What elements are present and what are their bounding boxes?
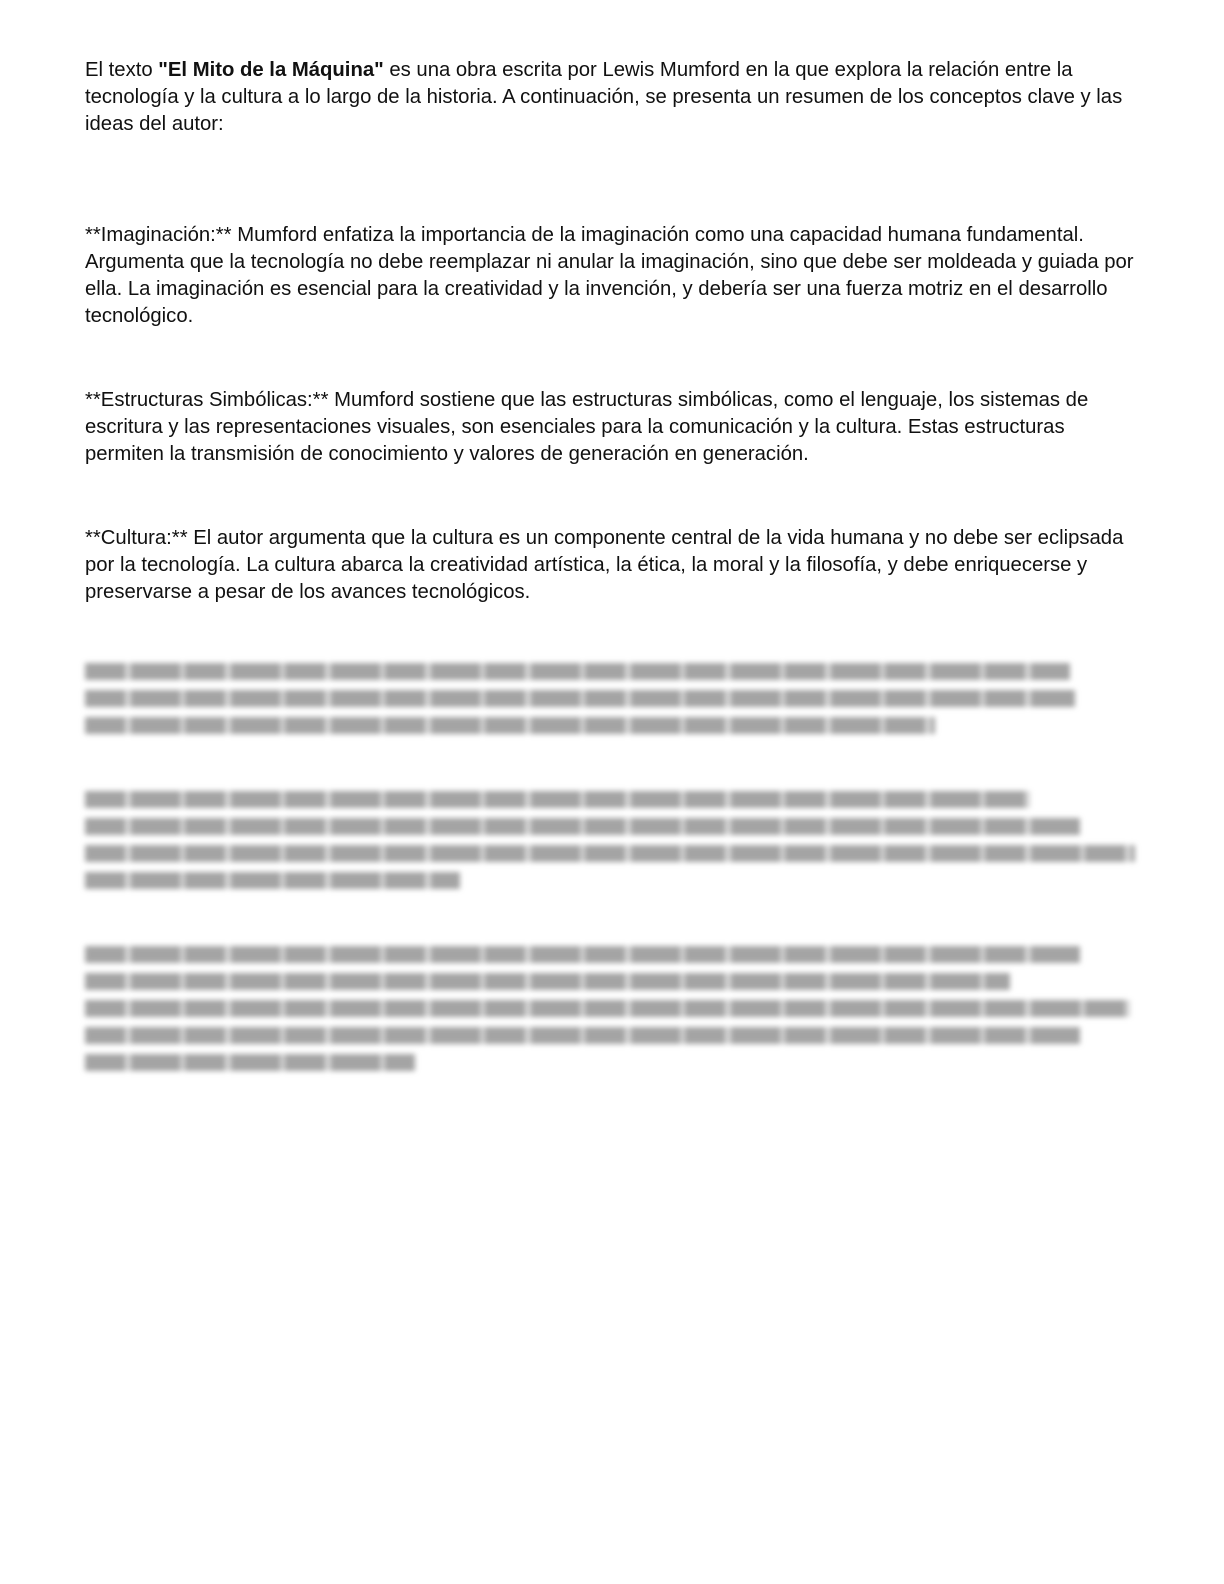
blurred-line xyxy=(85,663,1070,680)
blurred-paragraph xyxy=(85,791,1145,889)
paragraph-estructuras-simbolicas: **Estructuras Simbólicas:** Mumford sostiene que las estructuras simbólicas, como el lenguaje, los sistemas de escritura y las representaciones visuales, son esenciales para la comunicación y la cultura. Estas estructuras permiten la transmisión de conocimiento y valores de generación en generación. xyxy=(85,389,1089,465)
blurred-line xyxy=(85,1000,1130,1017)
document-page xyxy=(85,57,1145,1128)
blurred-line xyxy=(85,791,1030,808)
paragraph-cultura: **Cultura:** El autor argumenta que la cultura es un componente central de la vida humana y no debe ser eclipsada por la tecnología. La cultura abarca la creatividad artística, la ética, la moral y la filosofía, y debe enriquecerse y preservarse a pesar de los avances tecnológicos. xyxy=(85,527,1124,603)
blurred-line xyxy=(85,845,1135,862)
blurred-line xyxy=(85,818,1080,835)
blurred-line xyxy=(85,717,935,734)
intro-text-after: es una obra escrita por Lewis Mumford en la que explora la relación entre la tecnología y la cultura a lo largo de la historia. A continuación, se presenta un resumen de los conceptos clave y las ideas del autor: xyxy=(85,59,1123,135)
intro-paragraph xyxy=(85,57,1145,138)
blurred-line xyxy=(85,946,1080,963)
blurred-line xyxy=(85,690,1075,707)
paragraph-imaginacion: **Imaginación:** Mumford enfatiza la importancia de la imaginación como una capacidad humana fundamental. Argumenta que la tecnología no debe reemplazar ni anular la imaginación, sino que debe ser moldeada y guiada por ella. La imaginación es esencial para la creatividad y la invención, y debería ser una fuerza motriz en el desarrollo tecnológico. xyxy=(85,224,1134,327)
blurred-line xyxy=(85,872,460,889)
blurred-paragraph xyxy=(85,663,1145,734)
blurred-line xyxy=(85,1054,415,1071)
blurred-content xyxy=(85,663,1145,1071)
book-title: "El Mito de la Máquina" xyxy=(158,59,384,81)
blurred-line xyxy=(85,1027,1080,1044)
blurred-paragraph xyxy=(85,946,1145,1071)
blurred-line xyxy=(85,973,1010,990)
intro-text-before: El texto xyxy=(85,59,159,81)
